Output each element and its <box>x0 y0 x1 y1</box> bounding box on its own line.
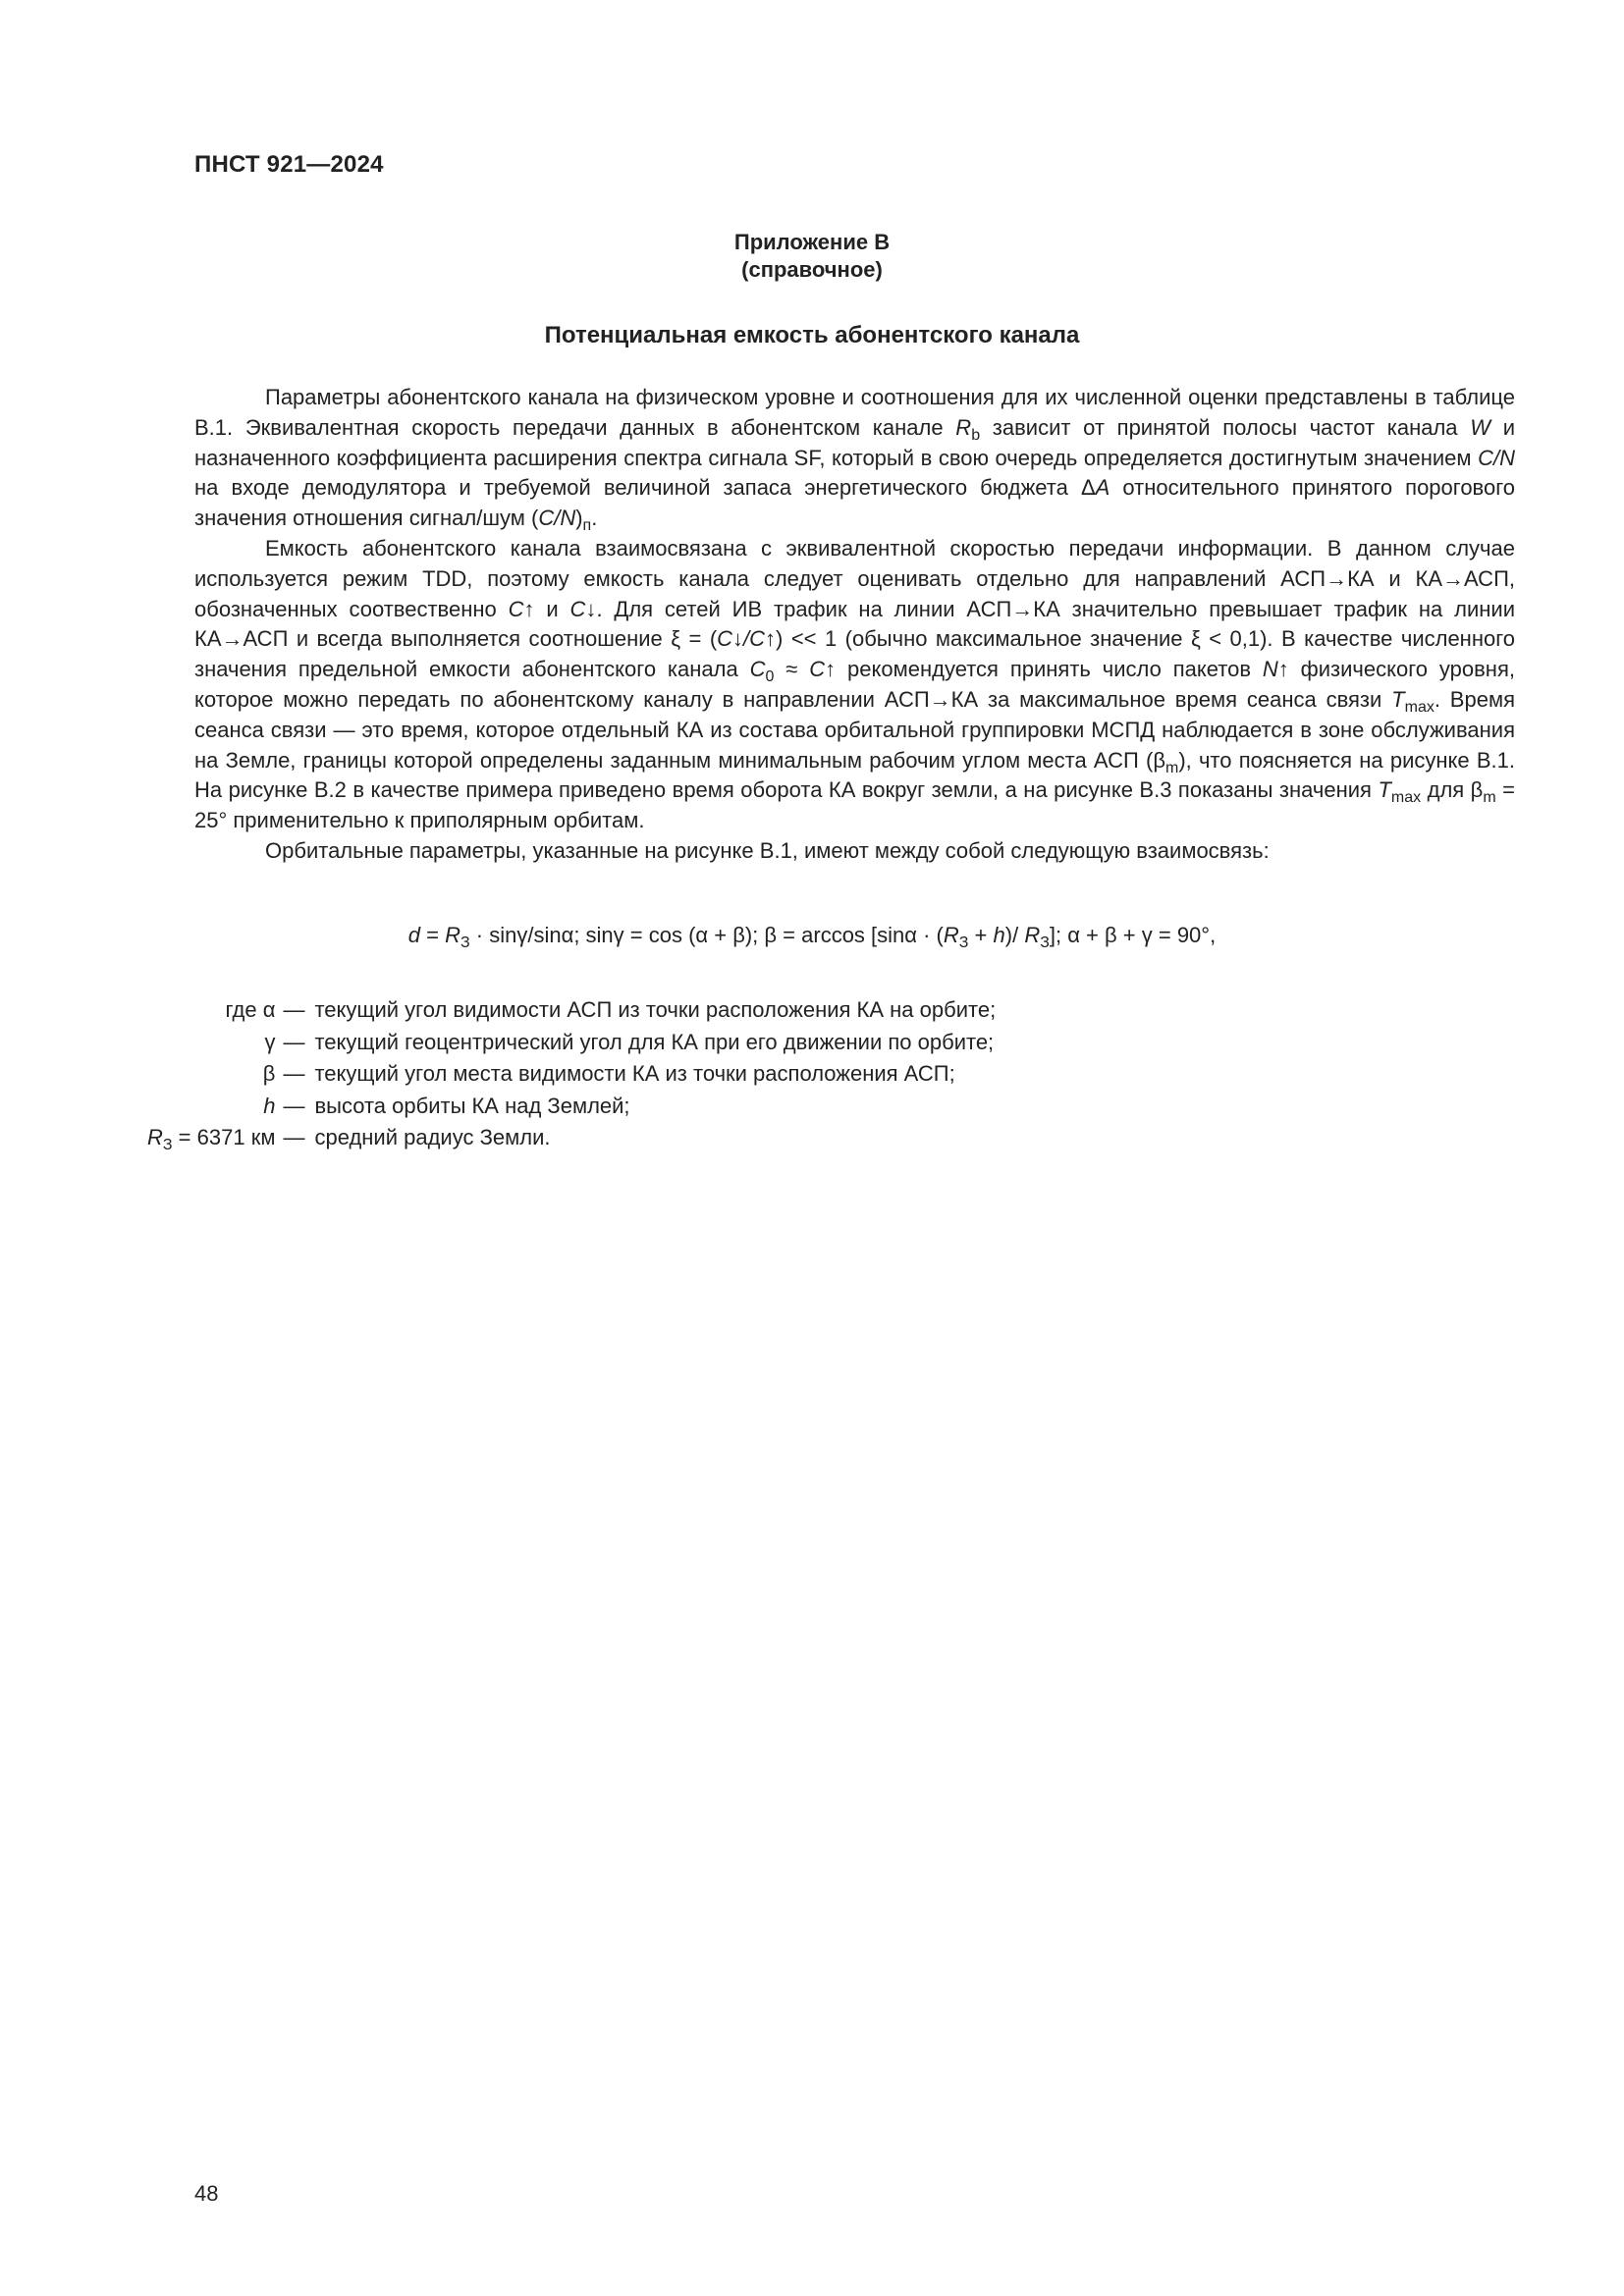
formula-r3-sub: З <box>1040 934 1050 951</box>
da-symbol: A <box>1095 475 1110 501</box>
tmax-subscript-2: max <box>1390 789 1422 807</box>
definitions-list <box>147 994 996 1154</box>
appendix-subtitle: (справочное) <box>741 257 883 282</box>
p1-text-6: ) <box>575 506 583 531</box>
cn-threshold-symbol: C/N <box>538 506 576 531</box>
p2-text-3: . Для сетей ИВ трафик на линии АСП→КА значительно превышает трафик на линии КА→АСП и всегда выполняется соотношение ξ = ( <box>194 596 1516 652</box>
definition-symbol-cell <box>147 1058 283 1091</box>
p2-text-10: для β <box>1421 777 1484 803</box>
tmax-symbol-2: T <box>1378 777 1391 803</box>
formula-h: h <box>993 923 1005 947</box>
definition-dash: — <box>283 1029 305 1054</box>
p1-text-7: . <box>591 506 598 531</box>
definition-text: текущий угол места видимости КА из точки расположения АСП; <box>314 1061 955 1086</box>
ratio-symbol: C↓/C↑ <box>717 626 777 652</box>
p2-text-6: рекомендуется принять число пакетов <box>836 657 1263 682</box>
c0-subscript: 0 <box>765 668 775 686</box>
definition-text: высота орбиты КА над Землей; <box>314 1093 630 1118</box>
p2-text-5: ≈ <box>774 657 810 682</box>
formula-r1-sub: З <box>460 934 470 951</box>
c0-symbol: C <box>749 657 766 682</box>
definition-value: = 6371 км <box>172 1125 276 1149</box>
appendix-title: Приложение В <box>733 230 891 254</box>
definition-symbol-cell <box>147 994 283 1027</box>
definition-row <box>147 1027 996 1059</box>
definition-row <box>147 1122 996 1154</box>
document-code: ПНСТ 921—2024 <box>194 151 384 178</box>
p2-text-7: физического уровня, которое можно передать по абонентскому каналу в направлении АСП→КА за максимальное время сеанса связи <box>194 657 1515 712</box>
cn-symbol: C/N <box>1478 445 1515 470</box>
definition-symbol: h <box>263 1093 276 1118</box>
section-heading: Потенциальная емкость абонентского канала <box>544 322 1080 348</box>
definition-symbol: R <box>147 1125 163 1149</box>
paragraph-2 <box>194 534 1515 836</box>
n-up-symbol: N↑ <box>1262 657 1289 682</box>
c-up-symbol-2: C↑ <box>809 657 837 682</box>
rb-symbol: R <box>955 414 972 440</box>
definition-text: текущий геоцентрический угол для КА при его движении по орбите; <box>314 1029 995 1054</box>
definition-symbol-sub: З <box>162 1137 173 1153</box>
cn-threshold-subscript: п <box>582 517 592 535</box>
p2-text-4: ) << 1 (обычно максимальное значение ξ < 0,1). В качестве численного значения предельной емкости абонентского канала <box>194 626 1515 682</box>
formula-part-4: )/ <box>1004 923 1025 947</box>
w-symbol: W <box>1470 414 1491 440</box>
definition-dash: — <box>283 1093 305 1118</box>
p1-text-2: зависит от принятой полосы частот канала <box>980 414 1471 440</box>
body-text <box>194 383 1515 867</box>
paragraph-3: Орбитальные параметры, указанные на рисунке В.1, имеют между собой следующую взаимосвязь: <box>265 837 1270 863</box>
page-number: 48 <box>194 2181 219 2206</box>
formula-part-3: + <box>968 923 994 947</box>
c-down-symbol: C↓ <box>569 596 597 621</box>
paragraph-1 <box>194 383 1515 534</box>
definition-symbol-cell <box>147 1091 283 1123</box>
formula-r3: R <box>1024 923 1041 947</box>
p1-text-3: и назначенного коэффициента расширения спектра сигнала SF, который в свою очередь определяется достигнутым значением <box>194 414 1515 470</box>
definition-row <box>147 1058 996 1091</box>
definition-symbol-cell <box>147 1027 283 1059</box>
definition-dash: — <box>283 1125 305 1149</box>
p1-text-1: Параметры абонентского канала на физическом уровне и соотношения для их численной оценки представлены в таблице В.1. Эквивалентная скорость передачи данных в абонентском канале <box>194 385 1515 440</box>
formula-r1: R <box>445 923 461 947</box>
p2-text-8: . Время сеанса связи — это время, которое отдельный КА из состава орбитальной группировки МСПД наблюдается в зоне обслуживания на Земле, границы которой определены заданным минимальным рабочим углом места АСП (β <box>194 686 1515 773</box>
formula-r2: R <box>943 923 959 947</box>
definition-row <box>147 994 996 1027</box>
definition-symbol: β <box>262 1061 276 1086</box>
p2-text-1: Емкость абонентского канала взаимосвязана с эквивалентной скоростью передачи информации. В данном случае используется режим TDD, поэтому емкость канала следует оценивать отдельно для направлений АСП→КА и КА→АСП, обозначенных соотвественно <box>194 535 1515 621</box>
tmax-symbol: T <box>1391 686 1405 712</box>
formula-r2-sub: З <box>958 934 969 951</box>
p2-text-11: = 25° применительно к приполярным орбитам. <box>194 777 1515 833</box>
definition-dash: — <box>283 997 305 1022</box>
delta-symbol: Δ <box>1080 475 1096 501</box>
formula-part-5: ]; α + β + γ = 90°, <box>1049 923 1217 947</box>
formula-part-2: · sinγ/sinα; sinγ = cos (α + β); β = arccos [sinα · ( <box>469 923 944 947</box>
c-up-symbol: C↑ <box>508 596 535 621</box>
beta-m-subscript-2: m <box>1483 789 1496 807</box>
p2-text-2: и <box>534 596 570 621</box>
definition-symbol-cell <box>147 1122 283 1154</box>
orbital-formula <box>0 923 1624 951</box>
tmax-subscript: max <box>1404 698 1435 716</box>
definition-text: средний радиус Земли. <box>314 1125 551 1149</box>
formula-part-1: = <box>420 923 446 947</box>
definition-dash: — <box>283 1061 305 1086</box>
p1-text-4: на входе демодулятора и требуемой величиной запаса энергетического бюджета <box>194 475 1081 501</box>
definition-prefix: где <box>225 997 263 1022</box>
definition-symbol: α <box>262 997 276 1022</box>
definition-symbol: γ <box>264 1029 276 1054</box>
definition-text: текущий угол видимости АСП из точки расположения КА на орбите; <box>314 997 997 1022</box>
definition-row <box>147 1091 996 1123</box>
p2-text-9: ), что поясняется на рисунке В.1. На рисунке В.2 в качестве примера приведено время оборота КА вокруг земли, а на рисунке В.3 показаны значения <box>194 747 1515 803</box>
beta-m-subscript: m <box>1165 759 1179 776</box>
p1-text-5: относительного принятого порогового значения отношения сигнал/шум ( <box>194 475 1516 531</box>
formula-d: d <box>407 923 421 947</box>
rb-subscript: b <box>971 426 981 444</box>
